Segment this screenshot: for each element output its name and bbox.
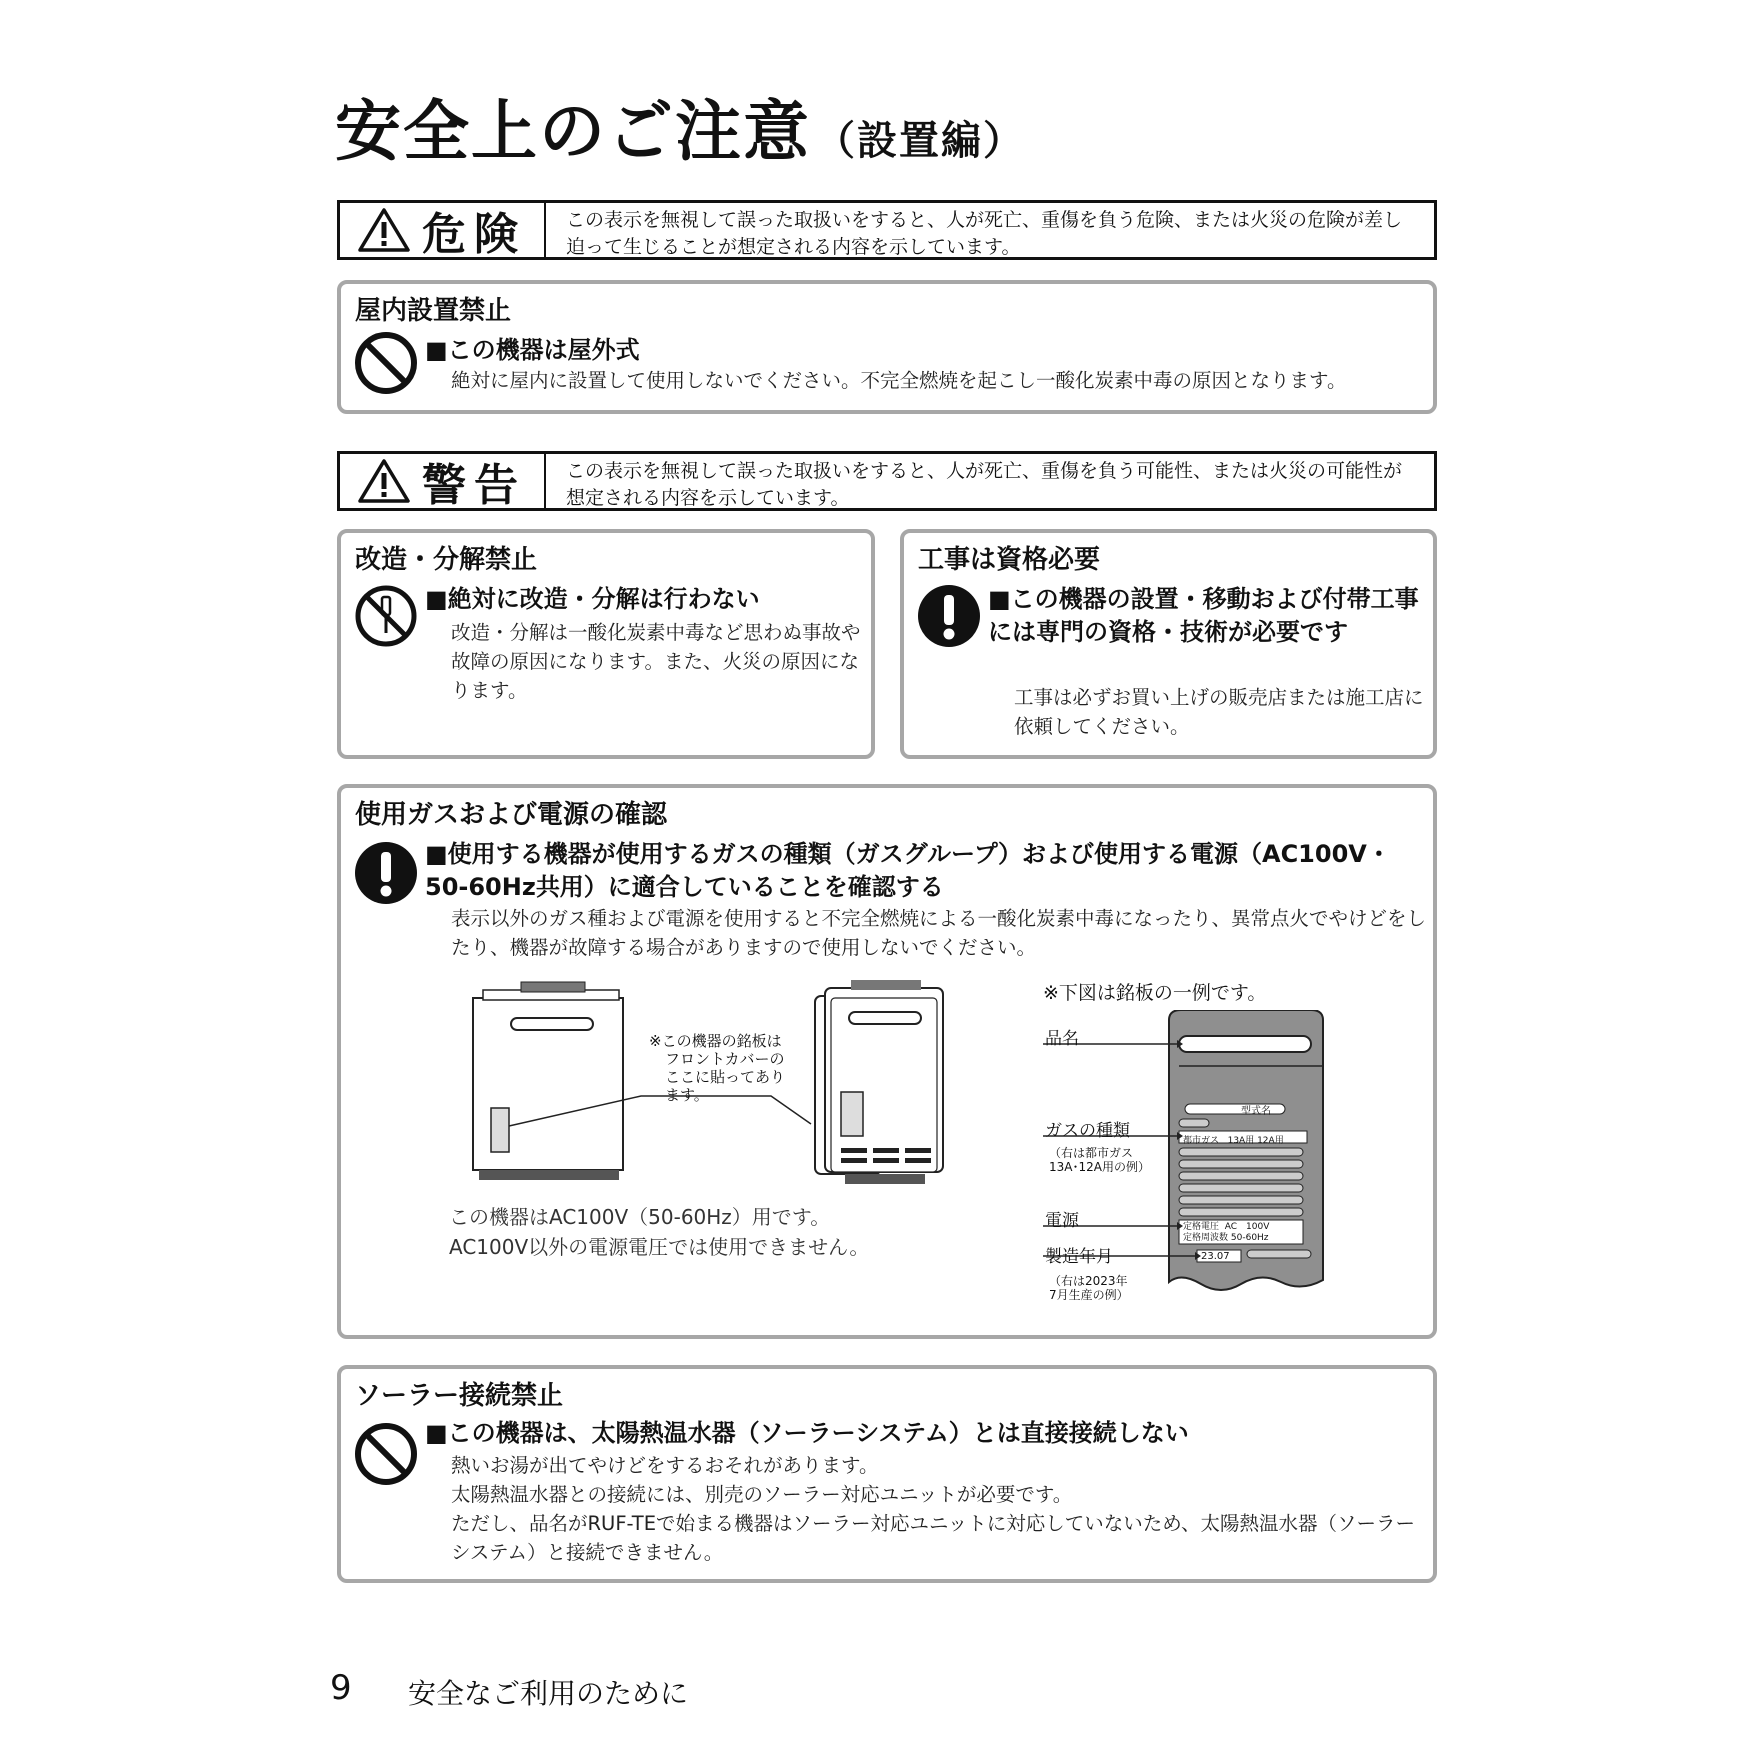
freq-label: 定格周波数 [1183, 1233, 1229, 1243]
warning-word: 警告 [422, 460, 526, 511]
nameplate-label-mfg: 製造年月 [1045, 1247, 1113, 1267]
page-title [335, 78, 1025, 173]
gas-power-check-box [337, 784, 1437, 1339]
indoor-install-box [337, 280, 1437, 414]
plate-note-line: ます。 [665, 1086, 709, 1104]
solar-text-line: 熱いお湯が出てやけどをするおそれがあります。 [451, 1454, 879, 1477]
power-note [449, 1202, 869, 1262]
solar-text-line: 太陽熱温水器との接続には、別売のソーラー対応ユニットが必要です。 [451, 1483, 1073, 1506]
danger-level-bar [337, 200, 1437, 260]
solar-text-line: ただし、品名がRUF-TEで始まる機器はソーラー対応ユニットに対応していないため、太陽熱温水器（ソーラーシステム）と接続できません。 [451, 1512, 1415, 1564]
qualify-text: 工事は必ずお買い上げの販売店または施工店に依頼してください。 [1014, 686, 1424, 738]
solar-text [451, 1451, 1431, 1567]
prohibition-icon [353, 330, 419, 396]
nameplate-gas-value [1183, 1133, 1284, 1146]
no-disassembly-icon [353, 583, 419, 649]
power-note-line: AC100V以外の電源電圧では使用できません。 [449, 1235, 870, 1259]
plate-note-line: ※この機器の銘板は [649, 1032, 782, 1050]
nameplate-power-values [1183, 1222, 1269, 1244]
warning-level-bar [337, 451, 1437, 511]
solar-prohibited-box [337, 1365, 1437, 1583]
warning-triangle-icon [358, 207, 410, 253]
voltage-value: AC 100V [1224, 1222, 1270, 1232]
danger-word: 危険 [422, 209, 526, 260]
exclamation-icon [916, 583, 982, 649]
freq-value: 50-60Hz [1230, 1233, 1269, 1243]
nameplate-label-power: 電源 [1045, 1211, 1079, 1231]
danger-label [340, 203, 546, 260]
modify-prohibited-box [337, 529, 875, 759]
indoor-text: 絶対に屋内に設置して使用しないでください。不完全燃焼を起こし一酸化炭素中毒の原因となります。 [451, 369, 1347, 392]
power-note-line: この機器はAC100V（50-60Hz）用です。 [449, 1205, 831, 1229]
warning-triangle-icon [358, 458, 410, 504]
solar-heading: ■この機器は、太陽熱温水器（ソーラーシステム）とは直接接続しない [425, 1419, 1189, 1447]
plate-note-line: フロントカバーの [665, 1050, 785, 1068]
modify-title: 改造・分解禁止 [355, 545, 538, 575]
section-footer: 安全なご利用のために [408, 1677, 689, 1710]
qualification-required-box [900, 529, 1437, 759]
page-title-main: 安全上のご注意 [335, 93, 811, 170]
indoor-heading: ■この機器は屋外式 [425, 336, 640, 364]
qualify-title: 工事は資格必要 [918, 545, 1101, 575]
warning-label [340, 454, 546, 511]
nameplate-caption: ※下図は銘板の一例です。 [1043, 982, 1267, 1004]
warning-description: この表示を無視して誤った取扱いをすると、人が死亡、重傷を負う可能性、または火災の可能性が想定される内容を示しています。 [566, 460, 1403, 509]
page-title-sub: （設置編） [815, 118, 1025, 164]
nameplate-label-product: 品名 [1045, 1029, 1079, 1049]
gas-value-label: 都市ガス [1183, 1136, 1220, 1146]
gas-heading: ■使用する機器が使用するガスの種類（ガスグループ）および使用する電源（AC100V・50-60Hz共用）に適合していることを確認する [425, 840, 1391, 901]
indoor-title: 屋内設置禁止 [355, 296, 512, 326]
plate-note-line: ここに貼ってあり [665, 1068, 786, 1086]
mfg-example-line: （右は2023年 [1049, 1274, 1128, 1288]
exclamation-icon [353, 840, 419, 906]
heater-front-unit [821, 978, 951, 1194]
voltage-label: 定格電圧 [1183, 1222, 1220, 1232]
solar-title: ソーラー接続禁止 [355, 1381, 564, 1411]
mfg-example-line: 7月生産の例） [1049, 1288, 1129, 1302]
danger-description: この表示を無視して誤った取扱いをすると、人が死亡、重傷を負う危険、または火災の危険が差し迫って生じることが想定される内容を示しています。 [566, 209, 1403, 258]
nameplate-model: 型式名 [1241, 1106, 1271, 1117]
modify-heading: ■絶対に改造・分解は行わない [425, 585, 760, 613]
nameplate-gas-example [1049, 1146, 1150, 1174]
qualify-heading: ■この機器の設置・移動および付帯工事には専門の資格・技術が必要です [988, 585, 1419, 646]
nameplate-mfg-value: 23.07 [1201, 1251, 1230, 1262]
plate-location-note [649, 1032, 785, 1104]
nameplate-label-gas: ガスの種類 [1045, 1121, 1130, 1141]
gas-example-line: 13A･12A用の例） [1049, 1160, 1150, 1174]
gas-example-line: （右は都市ガス [1049, 1146, 1134, 1160]
gas-text: 表示以外のガス種および電源を使用すると不完全燃焼による一酸化炭素中毒になったり、異常点火でやけどをしたり、機器が故障する場合がありますので使用しないでください。 [451, 907, 1427, 959]
modify-text: 改造・分解は一酸化炭素中毒など思わぬ事故や故障の原因になります。また、火災の原因になります。 [451, 621, 861, 702]
prohibition-icon [353, 1421, 419, 1487]
nameplate-mfg-example [1049, 1274, 1129, 1302]
page-number: 9 [330, 1668, 352, 1708]
gas-value: 13A用 12A用 [1227, 1136, 1284, 1146]
gas-title: 使用ガスおよび電源の確認 [355, 800, 668, 830]
